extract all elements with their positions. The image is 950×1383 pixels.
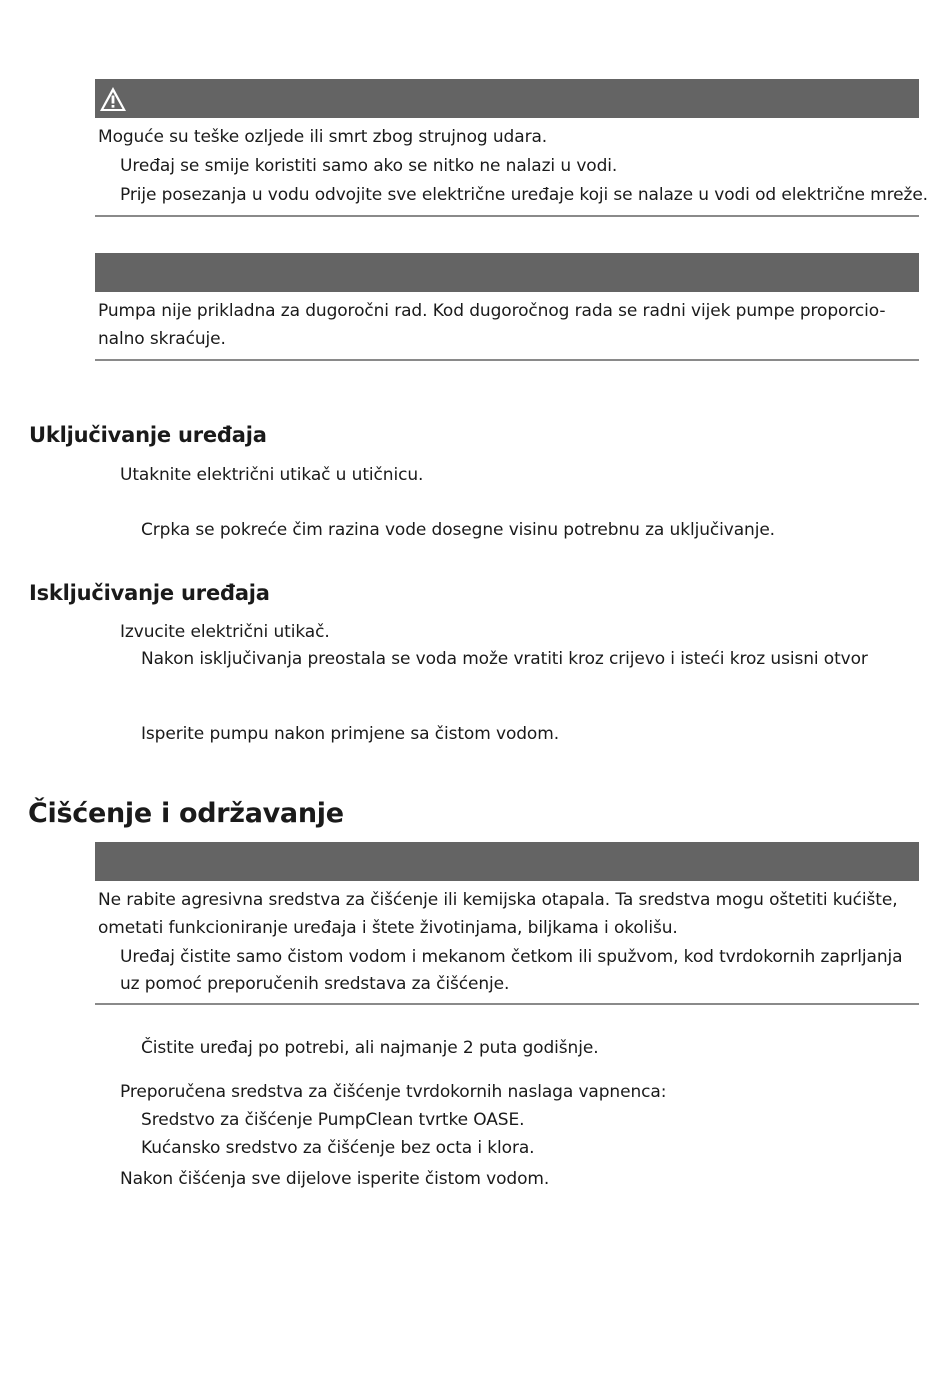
heading-cleaning: Čišćenje i održavanje (28, 798, 344, 829)
heading-switch-off: Isključivanje uređaja (29, 581, 270, 605)
warning-triangle-icon (98, 85, 128, 113)
notice-box-bottom-rule (95, 359, 919, 361)
notice-text-line2: nalno skraćuje. (98, 329, 226, 349)
notice-text-line1: Pumpa nije prikladna za dugoročni rad. Kod dugoročnog rada se radni vijek pumpe proporcio- (98, 301, 886, 321)
cleaning-frequency: Čistite uređaj po potrebi, ali najmanje 2 puta godišnje. (141, 1038, 599, 1058)
cleaning-notice-line2: ometati funkcioniranje uređaja i štete životinjama, biljkama i okolišu. (98, 918, 678, 938)
warning-header-bar (95, 79, 919, 118)
cleaning-recommended-item: Kućansko sredstvo za čišćenje bez octa i klora. (141, 1138, 535, 1158)
cleaning-recommended-item: Sredstvo za čišćenje PumpClean tvrtke OASE. (141, 1110, 525, 1130)
notice-header-bar (95, 253, 919, 292)
switch-off-step: Izvucite električni utikač. (120, 622, 330, 642)
switch-off-rinse: Isperite pumpu nakon primjene sa čistom vodom. (141, 724, 560, 744)
cleaning-recommended-intro: Preporučena sredstva za čišćenje tvrdokornih naslaga vapnenca: (120, 1082, 667, 1102)
cleaning-notice-line1: Ne rabite agresivna sredstva za čišćenje ili kemijska otapala. Ta sredstva mogu oštetiti kućište, (98, 890, 898, 910)
switch-on-result: Crpka se pokreće čim razina vode dosegne visinu potrebnu za uključivanje. (141, 520, 775, 540)
switch-off-result: Nakon isključivanja preostala se voda može vratiti kroz crijevo i isteći kroz usisni otvor (141, 649, 868, 669)
cleaning-notice-bottom-rule (95, 1003, 919, 1005)
heading-switch-on: Uključivanje uređaja (29, 423, 267, 447)
cleaning-notice-header-bar (95, 842, 919, 881)
warning-lead: Moguće su teške ozljede ili smrt zbog strujnog udara. (98, 127, 548, 147)
cleaning-final: Nakon čišćenja sve dijelove isperite čistom vodom. (120, 1169, 550, 1189)
warning-item: Uređaj se smije koristiti samo ako se nitko ne nalazi u vodi. (120, 156, 618, 176)
warning-item: Prije posezanja u vodu odvojite sve električne uređaje koji se nalaze u vodi od električne mreže. (120, 185, 928, 205)
cleaning-notice-item-line1: Uređaj čistite samo čistom vodom i mekanom četkom ili spužvom, kod tvrdokornih zaprljanja (120, 947, 903, 967)
cleaning-notice-item-line2: uz pomoć preporučenih sredstava za čišćenje. (120, 974, 510, 994)
warning-box-bottom-rule (95, 215, 919, 217)
switch-on-step: Utaknite električni utikač u utičnicu. (120, 465, 424, 485)
